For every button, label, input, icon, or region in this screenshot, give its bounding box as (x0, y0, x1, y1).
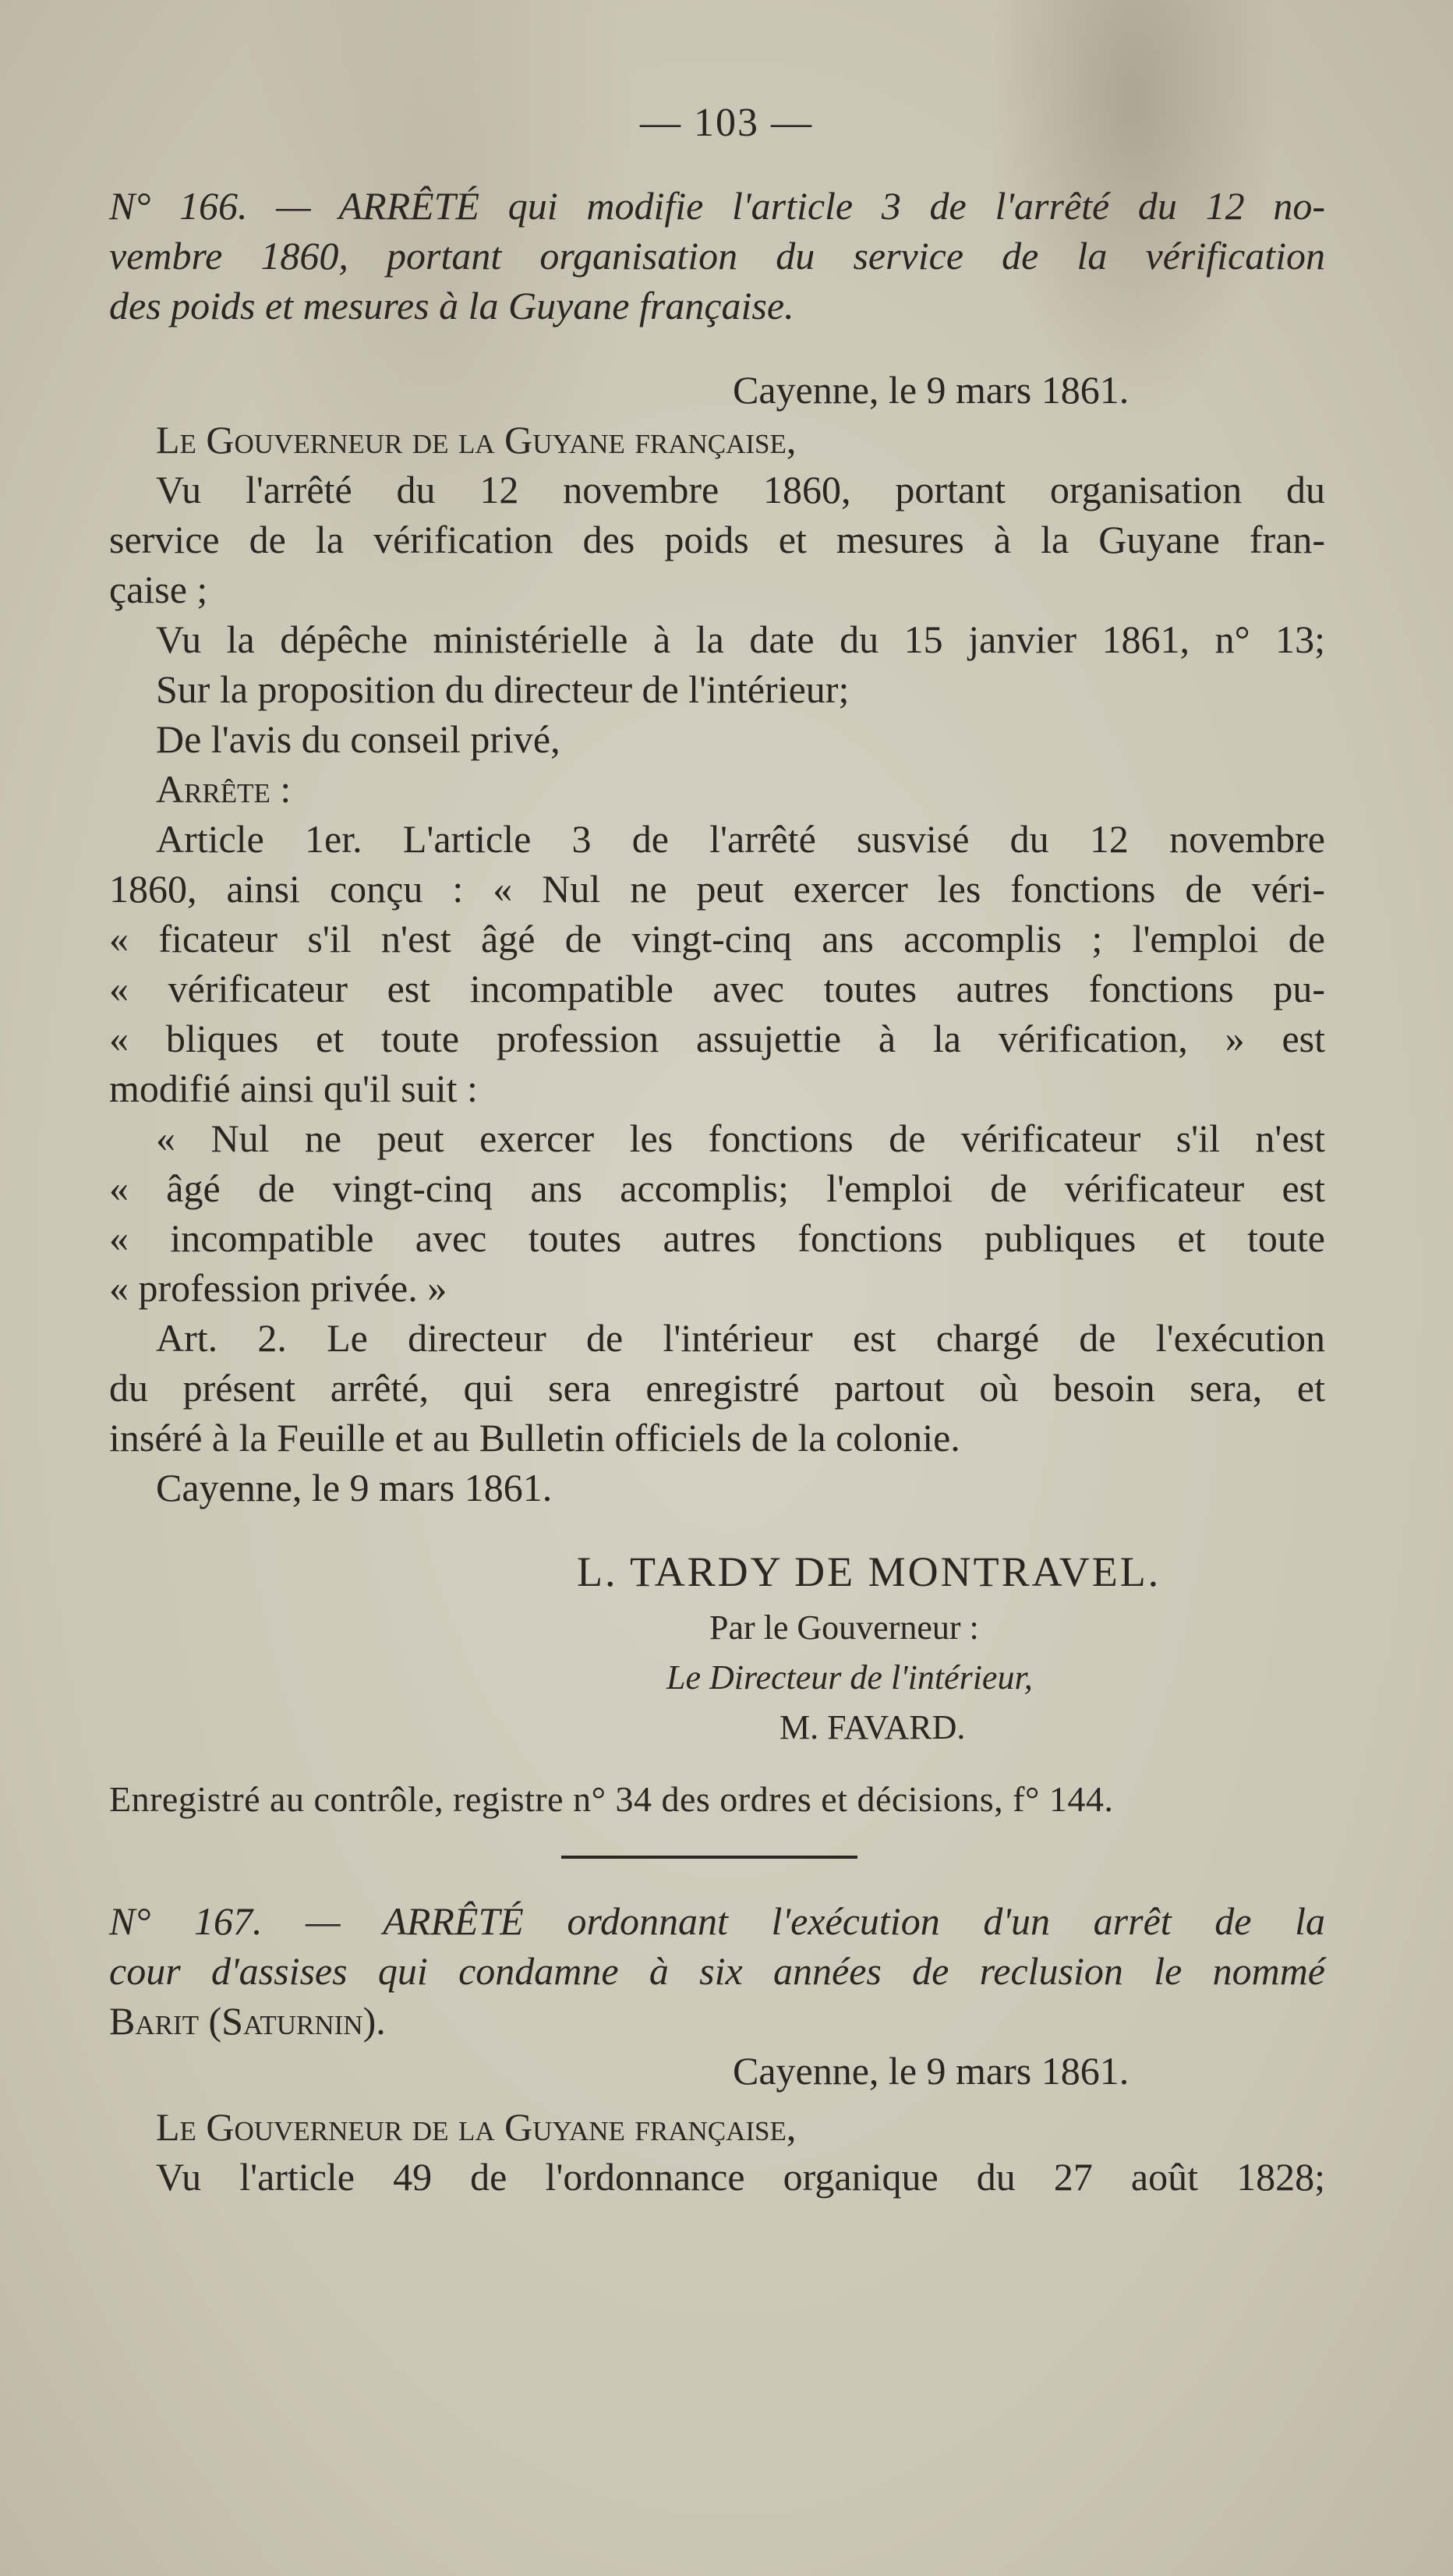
page-number: — 103 — (640, 101, 813, 145)
act-166-closing-date: Cayenne, le 9 mars 1861. (156, 1466, 553, 1509)
act-166-paragraph: service de la vérification des poids et mesures à la Guyane fran- (109, 518, 1325, 561)
signature-by: Par le Gouverneur : (709, 1608, 979, 1647)
act-166-quote: « profession privée. » (109, 1266, 447, 1310)
act-166-paragraph: De l'avis du conseil privé, (156, 717, 560, 761)
act-166-article-2: inséré à la Feuille et au Bulletin officiels de la colonie. (109, 1416, 960, 1460)
act-166-quote: « âgé de vingt-cinq ans accomplis; l'emploi de vérificateur est (109, 1166, 1325, 1210)
act-166 (109, 181, 1325, 1513)
act-166-paragraph: Sur la proposition du directeur de l'intérieur; (156, 667, 850, 711)
act-166-heading-line: vembre 1860, portant organisation du service de la vérification (109, 234, 1325, 278)
act-166-heading-text: N° 166. — ARRÊTÉ qui modifie l'article 3 de l'arrêté du 12 no- (109, 184, 1325, 228)
act-166-decree-word: Arrête : (156, 767, 292, 811)
act-167-date: Cayenne, le 9 mars 1861. (733, 2049, 1130, 2093)
registration-note: Enregistré au contrôle, registre n° 34 des ordres et décisions, f° 144. (109, 1779, 1114, 1819)
governor-signature: L. TARDY DE MONTRAVEL. (577, 1548, 1161, 1595)
act-166-signature (109, 1541, 1325, 1753)
act-166-quote: « incompatible avec toutes autres fonctions publiques et toute (109, 1216, 1325, 1260)
act-166-paragraph: Vu l'arrêté du 12 novembre 1860, portant organisation du (156, 468, 1325, 511)
act-166-article-1: modifié ainsi qu'il suit : (109, 1067, 478, 1110)
act-166-article-1: « bliques et toute profession assujettie à la vérification, » est (109, 1017, 1325, 1060)
act-167 (109, 1896, 1325, 2202)
act-166-heading-line: des poids et mesures à la Guyane française. (109, 284, 794, 327)
act-167-heading-line: Barit (Saturnin). (109, 1999, 386, 2043)
act-166-article-1: « vérificateur est incompatible avec toutes autres fonctions pu- (109, 967, 1325, 1010)
act-166-heading-line (109, 181, 1325, 231)
act-166-date: Cayenne, le 9 mars 1861. (733, 368, 1130, 412)
act-166-paragraph: Vu la dépêche ministérielle à la date du 15 janvier 1861, n° 13; (156, 617, 1325, 661)
act-166-article-1: Article 1er. L'article 3 de l'arrêté susvisé du 12 novembre (156, 817, 1325, 861)
act-166-registration (109, 1775, 1325, 1824)
act-167-issuer: Le Gouverneur de la Guyane française, (156, 2105, 797, 2149)
act-166-article-2: Art. 2. Le directeur de l'intérieur est chargé de l'exécution (156, 1316, 1325, 1360)
act-167-heading-line: cour d'assises qui condamne à six années de reclusion le nommé (109, 1949, 1325, 1993)
section-divider (561, 1856, 857, 1859)
act-166-issuer: Le Gouverneur de la Guyane française, (156, 418, 797, 462)
act-167-paragraph: Vu l'article 49 de l'ordonnance organique du 27 août 1828; (156, 2155, 1325, 2199)
signature-signer: M. FAVARD. (780, 1708, 966, 1746)
act-166-article-1: « ficateur s'il n'est âgé de vingt-cinq ans accomplis ; l'emploi de (109, 917, 1325, 961)
act-166-article-2: du présent arrêté, qui sera enregistré partout où besoin sera, et (109, 1366, 1325, 1410)
act-166-paragraph: çaise ; (109, 568, 208, 611)
act-166-article-1: 1860, ainsi conçu : « Nul ne peut exercer les fonctions de véri- (109, 867, 1325, 911)
signature-title: Le Directeur de l'intérieur, (666, 1658, 1033, 1697)
act-166-quote: « Nul ne peut exercer les fonctions de vérificateur s'il n'est (156, 1116, 1325, 1160)
act-167-heading-line: N° 167. — ARRÊTÉ ordonnant l'exécution d'un arrêt de la (109, 1899, 1325, 1943)
